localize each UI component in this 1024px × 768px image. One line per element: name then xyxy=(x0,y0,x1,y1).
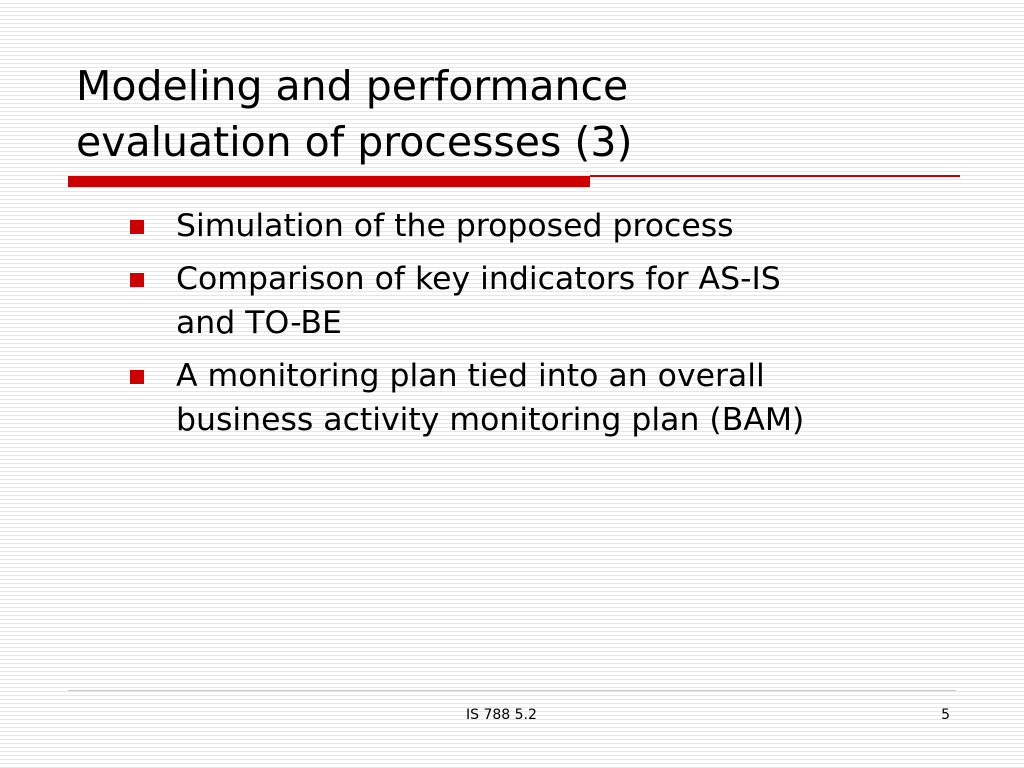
bullet-text: and TO-BE xyxy=(176,305,342,341)
footer-course-label: IS 788 5.2 xyxy=(466,707,537,723)
red-square-bullet-icon xyxy=(130,220,144,234)
footer-divider xyxy=(68,690,956,691)
bullet-text: Comparison of key indicators for AS-IS xyxy=(176,261,781,297)
bullet-item xyxy=(128,257,948,345)
red-square-bullet-icon xyxy=(130,370,144,384)
bullet-item xyxy=(128,204,948,248)
slide-title xyxy=(76,58,936,170)
page-number: 5 xyxy=(941,707,950,723)
bullet-text: Simulation of the proposed process xyxy=(176,208,734,244)
title-underline-thin xyxy=(590,175,960,177)
bullet-text: A monitoring plan tied into an overall xyxy=(176,358,765,394)
bullet-item xyxy=(128,354,948,442)
slide-title-line: Modeling and performance xyxy=(76,62,629,110)
bullet-list xyxy=(128,204,948,451)
red-square-bullet-icon xyxy=(130,273,144,287)
title-underline-thick xyxy=(68,176,590,187)
bullet-text: business activity monitoring plan (BAM) xyxy=(176,402,805,438)
slide-title-line: evaluation of processes (3) xyxy=(76,118,633,166)
